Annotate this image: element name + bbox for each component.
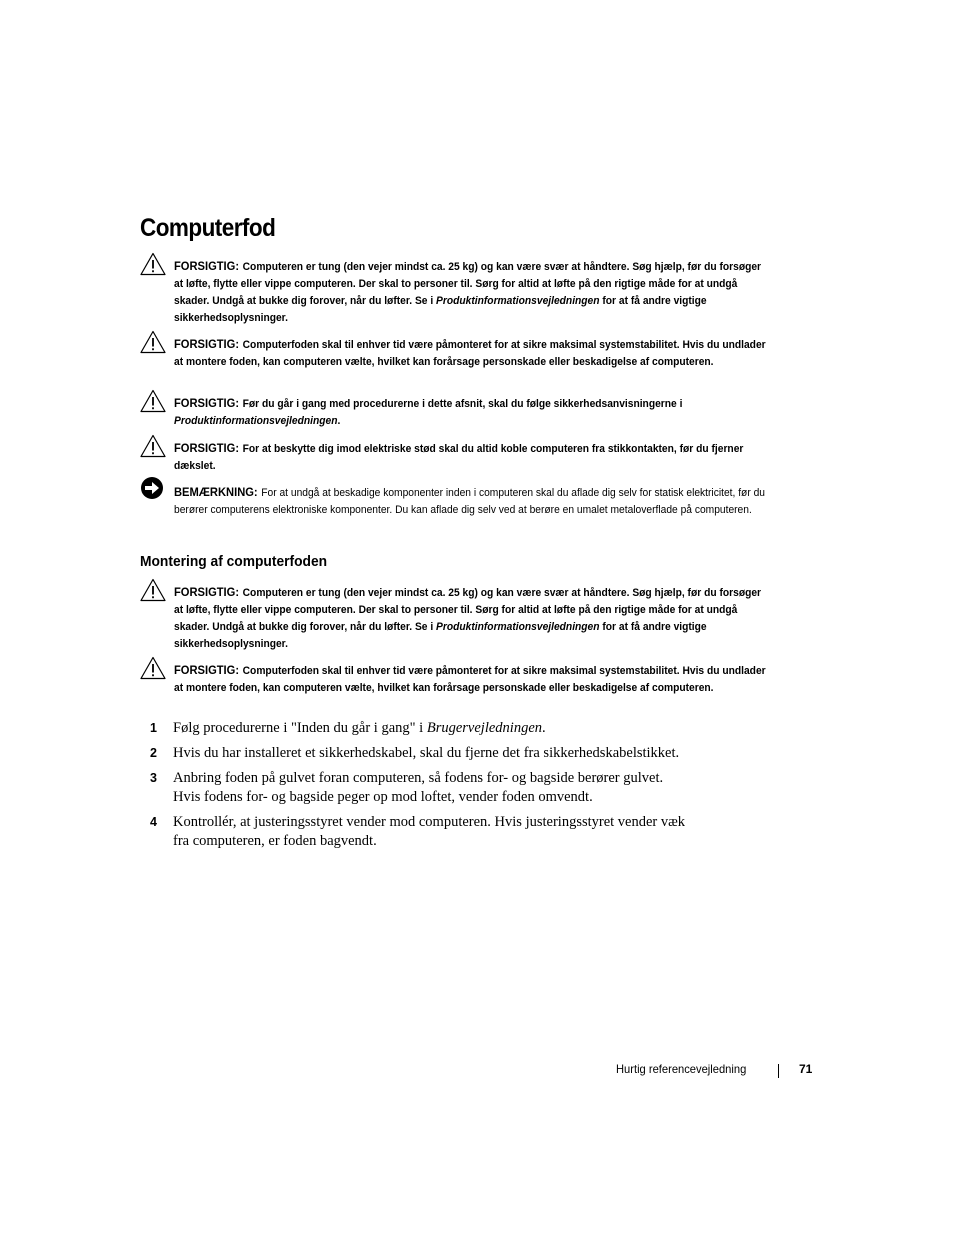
notice-label: FORSIGTIG: <box>174 396 240 410</box>
notice-text: FORSIGTIG: Før du går i gang med procedurerne i dette afsnit, skal du følge sikkerhedsanvisningerne i Produktinformationsvejledningen. <box>174 396 683 427</box>
notice-label: FORSIGTIG: <box>174 663 240 677</box>
step-text: Kontrollér, at justeringsstyret vender mod computeren. Hvis justeringsstyret vender væk fra computeren, er foden bagvendt. <box>173 814 686 849</box>
footer-divider <box>778 1064 779 1078</box>
notice-text: FORSIGTIG: For at beskytte dig imod elektriske stød skal du altid koble computeren fra stikkontakten, før du fjerner dækslet. <box>174 441 744 472</box>
warning-triangle-icon <box>140 578 166 602</box>
page-number: 71 <box>799 1062 813 1076</box>
doc-reference: Brugervejledningen <box>426 720 543 736</box>
notice-text: FORSIGTIG: Computeren er tung (den vejer mindst ca. 25 kg) og kan være svær at håndtere. Søg hjælp, før du forsøger at løfte, flytte eller vippe computeren. Der skal to personer til. Sørg for altid at løfte på den rigtige måde for at undgå skader. Undgå at bukke dig forover, når du løfter. Se i Produktinformationsvejledningen for at få andre vigtige sikkerhedsoplysninger. <box>174 585 762 650</box>
warning-triangle-icon <box>140 252 166 276</box>
doc-reference: Produktinformationsvejledningen <box>174 415 338 427</box>
notice-label: FORSIGTIG: <box>174 259 240 273</box>
section-heading: Montering af computerfoden <box>140 553 328 570</box>
step-text: Følg procedurerne i "Inden du går i gang" i Brugervejledningen. <box>173 720 546 736</box>
step-text: Anbring foden på gulvet foran computeren, så fodens for- og bagside berører gulvet. Hvis fodens for- og bagside peger op mod loftet, vender foden omvendt. <box>173 770 664 805</box>
notice-text: FORSIGTIG: Computerfoden skal til enhver tid være påmonteret for at sikre maksimal systemstabilitet. Hvis du undlader at montere foden, kan computeren vælte, hvilket kan forårsage personskade eller beskadigelse af computeren. <box>174 663 766 694</box>
warning-triangle-icon <box>140 389 166 413</box>
arrow-circle-icon <box>140 476 166 500</box>
warning-triangle-icon <box>140 434 166 458</box>
notice-text: BEMÆRKNING: For at undgå at beskadige komponenter inden i computeren skal du aflade dig selv for statisk elektricitet, før du berører computerens elektroniske komponenter. Du kan aflade dig selv ved at berøre en umalet metaloverflade på computeren. <box>174 485 765 516</box>
notice-label: FORSIGTIG: <box>174 337 240 351</box>
step-number: 1 <box>150 721 157 735</box>
step-number: 3 <box>150 771 157 785</box>
step-number: 4 <box>150 815 157 829</box>
notice-text: FORSIGTIG: Computerfoden skal til enhver tid være påmonteret for at sikre maksimal systemstabilitet. Hvis du undlader at montere foden, kan computeren vælte, hvilket kan forårsage personskade eller beskadigelse af computeren. <box>174 337 766 368</box>
warning-triangle-icon <box>140 656 166 680</box>
doc-reference: Produktinformationsvejledningen <box>436 621 600 633</box>
notice-label: BEMÆRKNING: <box>174 485 258 499</box>
notice-label: FORSIGTIG: <box>174 585 240 599</box>
notice-label: FORSIGTIG: <box>174 441 240 455</box>
step-text: Hvis du har installeret et sikkerhedskabel, skal du fjerne det fra sikkerhedskabelstikket. <box>173 745 680 761</box>
step-number: 2 <box>150 746 157 760</box>
page-title: Computerfod <box>140 214 276 242</box>
warning-triangle-icon <box>140 330 166 354</box>
notice-text: FORSIGTIG: Computeren er tung (den vejer mindst ca. 25 kg) og kan være svær at håndtere. Søg hjælp, før du forsøger at løfte, flytte eller vippe computeren. Der skal to personer til. Sørg for altid at løfte på den rigtige måde for at undgå skader. Undgå at bukke dig forover, når du løfter. Se i Produktinformationsvejledningen for at få andre vigtige sikkerhedsoplysninger. <box>174 259 762 324</box>
footer-title: Hurtig referencevejledning <box>616 1062 747 1076</box>
doc-reference: Produktinformationsvejledningen <box>436 295 600 307</box>
